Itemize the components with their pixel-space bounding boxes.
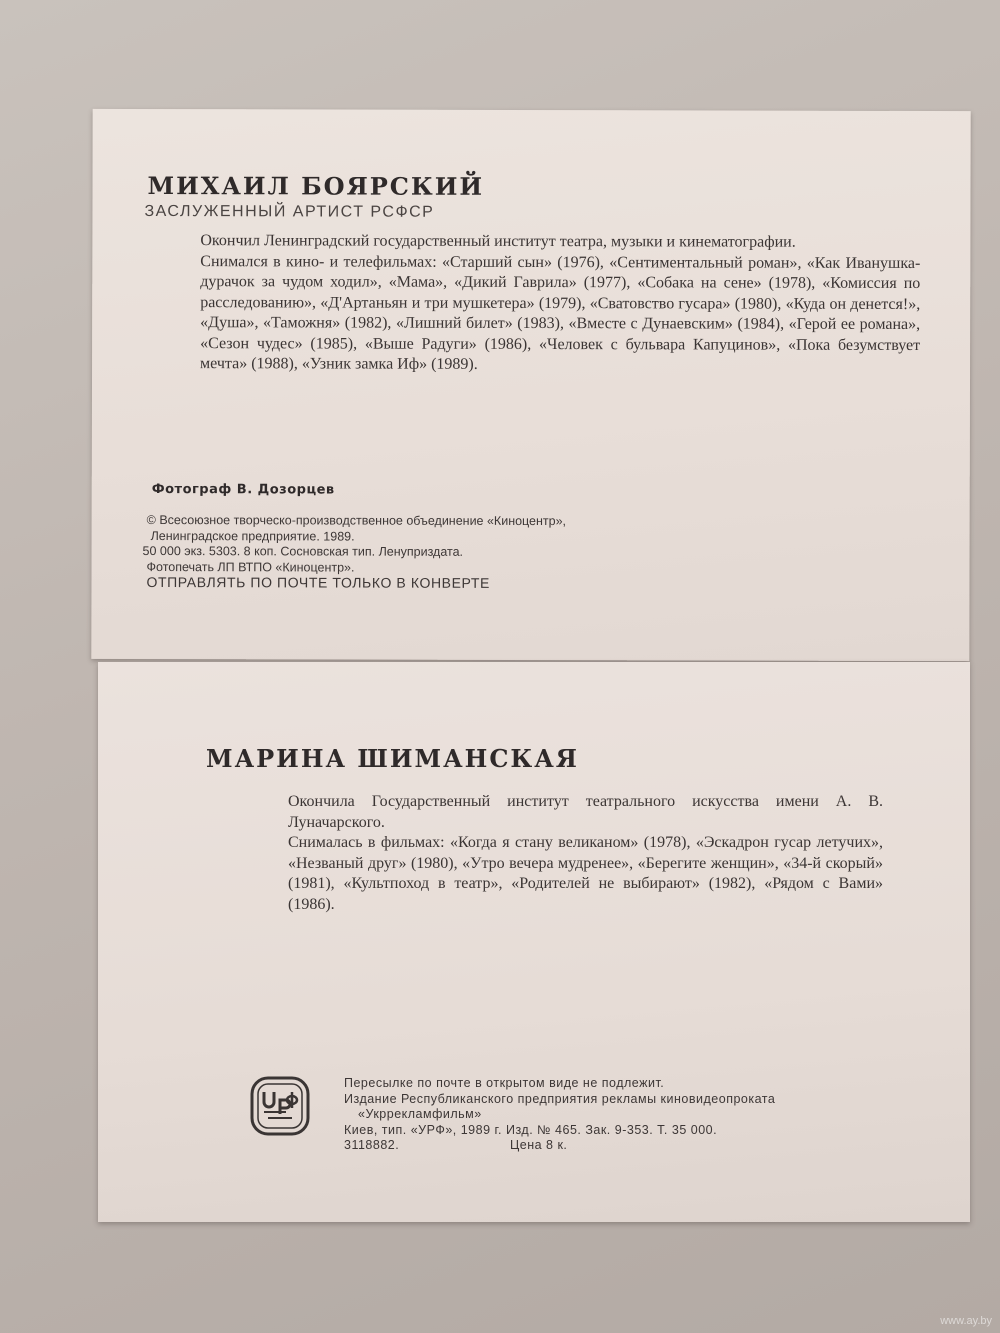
site-watermark: www.ay.by xyxy=(940,1315,992,1327)
publisher-line: Пересылке по почте в открытом виде не подлежит. xyxy=(344,1076,665,1090)
imprint-line: Фотопечать ЛП ВТПО «Киноцентр». xyxy=(146,559,355,575)
bio-paragraph: Окончила Государственный институт театрального искусства имени А. В. Луначарского. xyxy=(288,793,883,831)
photographer-credit: Фотограф В. Дозорцев xyxy=(151,482,335,498)
postcard-back-boyarsky xyxy=(91,109,970,661)
imprint-block xyxy=(142,512,567,592)
imprint-line: 50 000 экз. 5303. 8 коп. Сосновская тип. Ленуприздата. xyxy=(142,543,464,559)
mailing-instruction: ОТПРАВЛЯТЬ ПО ПОЧТЕ ТОЛЬКО В КОНВЕРТЕ xyxy=(146,573,490,591)
postcard-back-shimanskaya xyxy=(98,662,970,1222)
actor-biography xyxy=(288,792,883,915)
imprint-line: © Всесоюзное творческо-производственное объединение «Киноцентр», xyxy=(146,512,567,529)
publisher-line: Киев, тип. «УРФ», 1989 г. Изд. № 465. Зак. 9-353. Т. 35 000. xyxy=(344,1122,718,1137)
publisher-line: «Укррекламфильм» xyxy=(358,1107,482,1121)
bio-paragraph: Окончил Ленинградский государственный институт театра, музыки и кинематографии. xyxy=(200,232,796,251)
bio-paragraph: Снимался в кино- и телефильмах: «Старший сын» (1976), «Сентиментальный роман», «Как Иванушка-дурачок за чудом ходил», «Мама», «Дикий Гаврила» (1977), «Собака на сене» (1978), «Комиссия по расследованию», «Д'Артаньян и три мушкетера» (1979), «Сватовство гусара» (1980), «Куда он денется!», «Душа», «Таможня» (1982), «Лишний билет» (1983), «Вместе с Дунаевским» (1984), «Герой ее романа», «Сезон чудес» (1985), «Выше Радуги» (1986), «Человек с бульвара Капуцинов», «Пока безумствует мечта» (1988), «Узник замка Иф» (1989). xyxy=(200,252,921,373)
urf-publisher-logo-icon xyxy=(248,1074,312,1138)
bio-paragraph: Снималась в фильмах: «Когда я стану великаном» (1978), «Эскадрон гусар летучих», «Незваный друг» (1980), «Утро вечера мудренее», «Берегите женщин», «34-й скорый» (1981), «Культпоход в театр», «Родителей не выбирают» (1982), «Рядом с Вами» (1986). xyxy=(288,834,883,913)
price-label: Цена 8 к. xyxy=(510,1138,568,1152)
print-code: 3118882. xyxy=(344,1138,400,1152)
actor-title: ЗАСЛУЖЕННЫЙ АРТИСТ РСФСР xyxy=(144,202,435,221)
price-row xyxy=(344,1138,775,1154)
imprint-line: Ленинградское предприятие. 1989. xyxy=(150,528,355,544)
publisher-line: Издание Республиканского предприятия рекламы киновидеопроката xyxy=(344,1091,776,1106)
publisher-imprint xyxy=(344,1076,775,1154)
actor-name: МАРИНА ШИМАНСКАЯ xyxy=(206,744,579,773)
actor-biography xyxy=(200,231,920,376)
actor-name: МИХАИЛ БОЯРСКИЙ xyxy=(147,170,485,201)
